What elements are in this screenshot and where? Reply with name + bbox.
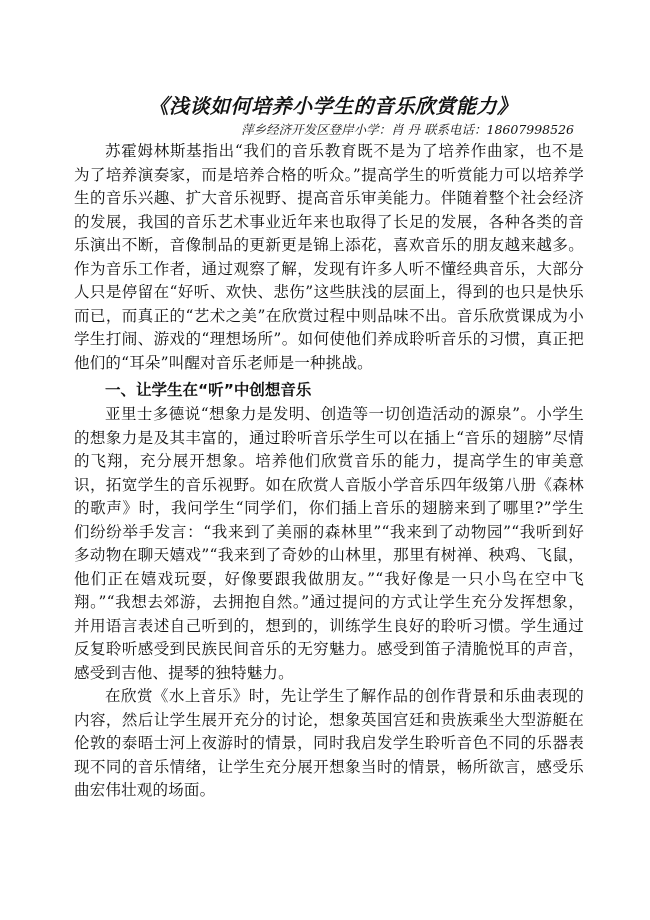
- document-title: 《浅谈如何培养小学生的音乐欣赏能力》: [148, 94, 518, 118]
- author-contact-line: 萍乡经济开发区登岸小学：肖 丹 联系电话：18607998526: [241, 122, 574, 137]
- intro-paragraph: 苏霍姆林斯基指出“我们的音乐教育既不是为了培养作曲家，也不是为了培养演奏家，而是培养合格的听众。”提高学生的听赏能力可以培养学生的音乐兴趣、扩大音乐视野、提高音乐审美能力。伴随着整个社会经济的发展，我国的音乐艺术事业近年来也取得了长足的发展，各种各类的音乐演出不断，音像制品的更新更是锦上添花，喜欢音乐的朋友越来越多。作为音乐工作者，通过观察了解，发现有许多人听不懂经典音乐，大部分人只是停留在“好听、欢快、悲伤”这些肤浅的层面上，得到的也只是快乐而已，而真正的“艺术之美”在欣赏过程中则品味不出。音乐欣赏课成为小学生打闹、游戏的“理想场所”。如何使他们养成聆听音乐的习惯，真正把他们的“耳朵”叫醒对音乐老师是一种挑战。: [74, 142, 584, 372]
- section-heading: 一、让学生在“听”中创想音乐: [105, 381, 312, 399]
- section-paragraph: 亚里士多德说“想象力是发明、创造等一切创造活动的源泉”。小学生的想象力是及其丰富的，通过聆听音乐学生可以在插上“音乐的翅膀”尽情的飞翔，充分展开想象。培养他们欣赏音乐的能力，提高学生的审美意识，拓宽学生的音乐视野。如在欣赏人音版小学音乐四年级第八册《森林的歌声》时，我问学生“同学们，你们插上音乐的翅膀来到了哪里?”学生们纷纷举手发言：“我来到了美丽的森林里”“我来到了动物园”“我听到好多动物在聊天嬉戏”“我来到了奇妙的山林里，那里有树禅、秧鸡、飞鼠，他们正在嬉戏玩耍，好像要跟我做朋友。”“我好像是一只小鸟在空中飞翔。”“我想去郊游，去拥抱自然。”通过提问的方式让学生充分发挥想象，并用语言表述自己听到的，想到的，训练学生良好的聆听习惯。学生通过反复聆听感受到民族民间音乐的无穷魅力。感受到笛子清脆悦耳的声音，感受到吉他、提琴的独特魅力。: [74, 405, 584, 682]
- section-paragraph: 在欣赏《水上音乐》时，先让学生了解作品的创作背景和乐曲表现的内容，然后让学生展开充分的讨论，想象英国宫廷和贵族乘坐大型游艇在伦敦的泰晤士河上夜游时的情景，同时我启发学生聆听音色不同的乐器表现不同的音乐情绪，让学生充分展开想象当时的情景，畅所欲言，感受乐曲宏伟壮观的场面。: [74, 687, 584, 799]
